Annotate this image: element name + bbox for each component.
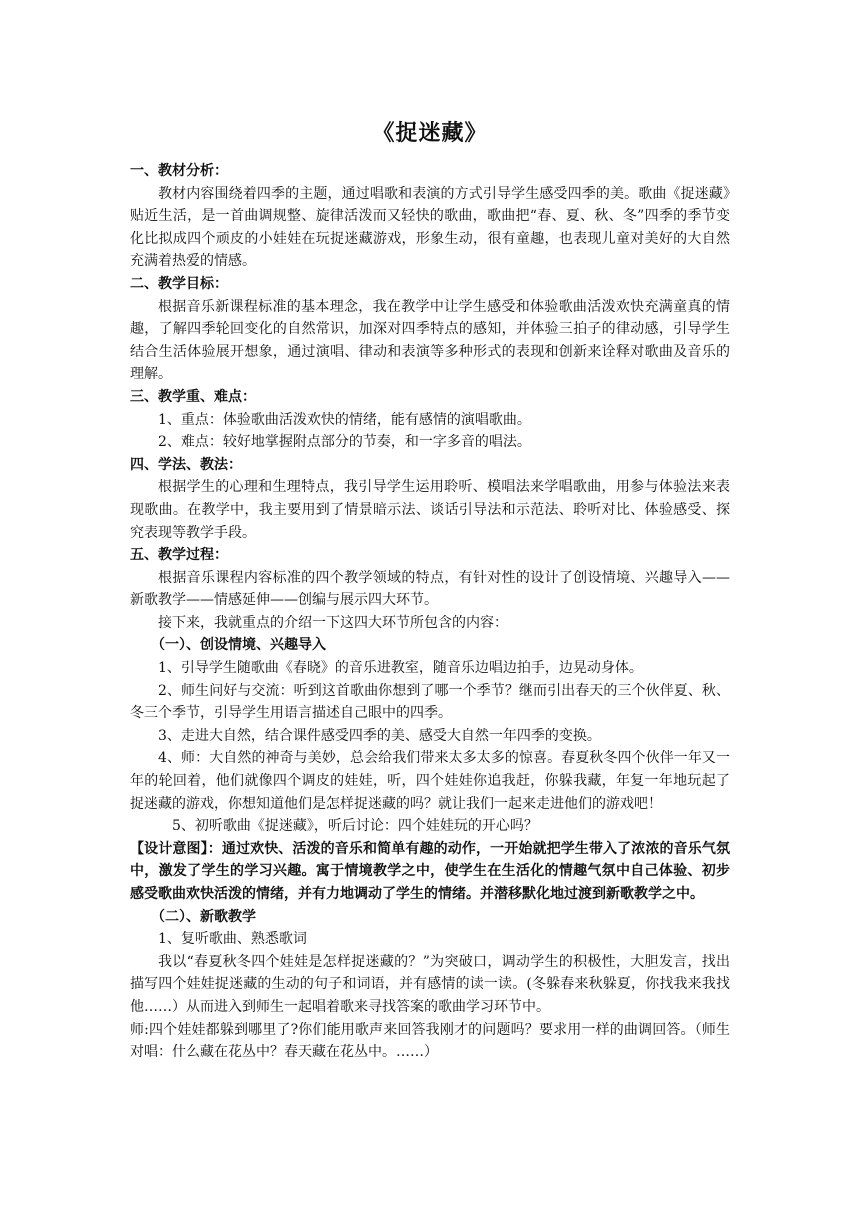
design-intent-note: 【设计意图】：通过欢快、活泼的音乐和简单有趣的动作，一开始就把学生带入了浓浓的音乐气氛中，激发了学生的学习兴趣。寓于情境教学之中，使学生在生活化的情趣气氛中自己体验、初步感受歌曲欢快活泼的情绪，并有力地调动了学生的情绪。并潜移默化地过渡到新歌教学之中。 xyxy=(130,840,730,902)
document-page xyxy=(130,110,730,1064)
paragraph: 教材内容围绕着四季的主题，通过唱歌和表演的方式引导学生感受四季的美。歌曲《捉迷藏》贴近生活，是一首曲调规整、旋律活泼而又轻快的歌曲，歌曲把“春、夏、秋、冬”四季的季节变化比拟成四个顽皮的小娃娃在玩捉迷藏游戏，形象生动，很有童趣，也表现儿童对美好的大自然充满着热爱的情感。 xyxy=(130,185,730,270)
section-heading-5: 五、教学过程： xyxy=(130,547,228,564)
paragraph: 我以“春夏秋冬四个娃娃是怎样捉迷藏的？”为突破口，调动学生的积极性，大胆发言，找出描写四个娃娃捉迷藏的生动的句子和词语，并有感情的读一读。(冬躲春来秋躲夏，你找我来我找他……）从而进入到师生一起唱着歌来寻找答案的歌曲学习环节中。 xyxy=(130,953,730,1015)
list-item: 1、复听歌曲、熟悉歌词 xyxy=(158,931,307,948)
list-item: 2、难点：较好地掌握附点部分的节奏，和一字多音的唱法。 xyxy=(158,434,531,451)
subsection-heading-1: （一）、创设情境、兴趣导入 xyxy=(151,637,326,654)
paragraph: 接下来，我就重点的介绍一下这四大环节所包含的内容： xyxy=(158,614,508,631)
list-item: 4、师：大自然的神奇与美妙，总会给我们带来太多太多的惊喜。春夏秋冬四个伙伴一年又一年的轮回着，他们就像四个调皮的娃娃，听，四个娃娃你追我赶，你躲我藏，年复一年地玩起了捉迷藏的游戏，你想知道他们是怎样捉迷藏的吗？就让我们一起来走进他们的游戏吧！ xyxy=(130,750,730,812)
list-item: 1、重点：体验歌曲活泼欢快的情绪，能有感情的演唱歌曲。 xyxy=(158,411,531,428)
list-item: 5、初听歌曲《捉迷藏》，听后讨论：四个娃娃玩的开心吗？ xyxy=(172,818,538,835)
paragraph: 根据音乐新课程标准的基本理念，我在教学中让学生感受和体验歌曲活泼欢快充满童真的情趣，了解四季轮回变化的自然常识，加深对四季特点的感知，并体验三拍子的律动感，引导学生结合生活体验展开想象，通过演唱、律动和表演等多种形式的表现和创新来诠释对歌曲及音乐的理解。 xyxy=(130,298,730,383)
section-heading-2: 二、教学目标： xyxy=(130,275,228,292)
section-heading-4: 四、学法、教法： xyxy=(130,456,242,473)
section-heading-3: 三、教学重、难点： xyxy=(130,388,256,405)
subsection-heading-2: （二）、新歌教学 xyxy=(151,908,256,925)
paragraph: 根据学生的心理和生理特点，我引导学生运用聆听、模唱法来学唱歌曲，用参与体验法来表现歌曲。在教学中，我主要用到了情景暗示法、谈话引导法和示范法、聆听对比、体验感受、探究表现等教学手段。 xyxy=(130,479,730,541)
list-item: 3、走进大自然，结合课件感受四季的美、感受大自然一年四季的变换。 xyxy=(158,727,601,744)
list-item: 2、师生问好与交流：听到这首歌曲你想到了哪一个季节？继而引出春天的三个伙伴夏、秋、冬三个季节，引导学生用语言描述自己眼中的四季。 xyxy=(130,682,730,722)
document-title: 《捉迷藏》 xyxy=(372,120,488,146)
paragraph: 师:四个娃娃都躲到哪里了?你们能用歌声来回答我刚才的问题吗？要求用一样的曲调回答。（师生对唱：什么藏在花丛中？春天藏在花丛中。……） xyxy=(130,1021,730,1061)
section-heading-1: 一、教材分析： xyxy=(130,163,228,179)
paragraph: 根据音乐课程内容标准的四个教学领域的特点，有针对性的设计了创设情境、兴趣导入——新歌教学——情感延伸——创编与展示四大环节。 xyxy=(130,569,730,609)
list-item: 1、引导学生随歌曲《春晓》的音乐进教室，随音乐边唱边拍手，边晃动身体。 xyxy=(158,660,643,677)
